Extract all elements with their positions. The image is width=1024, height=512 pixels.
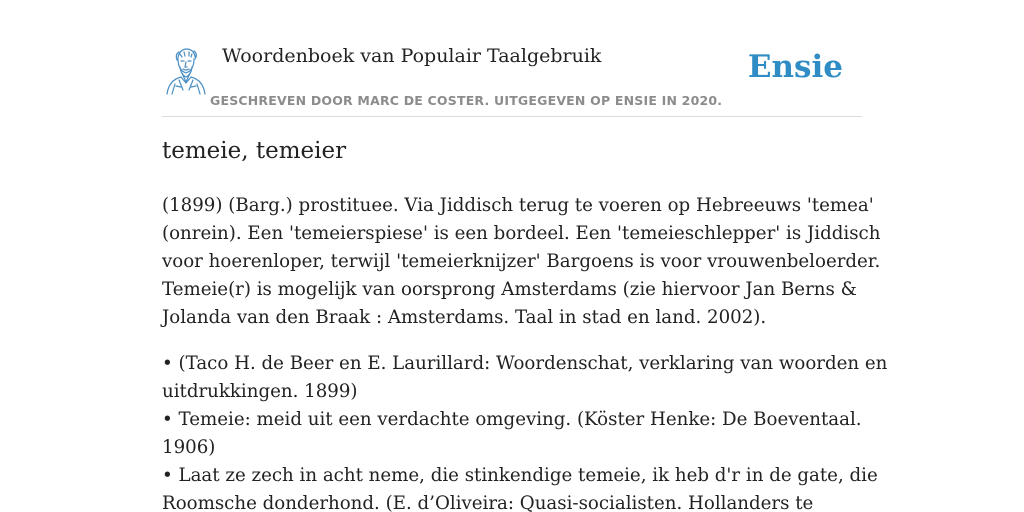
definition-line: voor hoerenloper, terwijl 'temeierknijzer' Bargoens is voor vrouwenbeloerder. bbox=[162, 251, 881, 272]
author-portrait-icon[interactable] bbox=[163, 46, 209, 96]
citation-line: • Temeie: meid uit een verdachte omgeving. (Köster Henke: De Boeventaal. bbox=[162, 409, 862, 430]
citation-line: • (Taco H. de Beer en E. Laurillard: Woordenschat, verklaring van woorden en bbox=[162, 353, 888, 374]
citations-list bbox=[162, 350, 888, 512]
citation-line: Roomsche donderhond. (E. d’Oliveira: Quasi-socialisten. Hollanders te bbox=[162, 493, 814, 512]
author-byline: GESCHREVEN DOOR MARC DE COSTER. UITGEGEVEN OP ENSIE IN 2020. bbox=[210, 93, 723, 108]
ensie-logo[interactable]: Ensie bbox=[747, 49, 843, 85]
definition-line: Jolanda van den Braak : Amsterdams. Taal in stad en land. 2002). bbox=[162, 307, 767, 328]
definition-paragraph bbox=[162, 192, 881, 332]
definition-line: (onrein). Een 'temeierspiese' is een bordeel. Een 'temeieschlepper' is Jiddisch bbox=[162, 223, 881, 244]
entry-title: temeie, temeier bbox=[162, 138, 347, 164]
dictionary-title[interactable]: Woordenboek van Populair Taalgebruik bbox=[222, 45, 602, 67]
definition-line: Temeie(r) is mogelijk van oorsprong Amsterdams (zie hiervoor Jan Berns & bbox=[162, 279, 857, 300]
definition-line: (1899) (Barg.) prostituee. Via Jiddisch terug te voeren op Hebreeuws 'temea' bbox=[162, 195, 874, 216]
citation-line: uitdrukkingen. 1899) bbox=[162, 381, 358, 402]
citation-line: 1906) bbox=[162, 437, 216, 458]
citation-line: • Laat ze zech in acht neme, die stinkendige temeie, ik heb d'r in de gate, die bbox=[162, 465, 878, 486]
site-header bbox=[162, 40, 862, 117]
entry-body bbox=[162, 192, 888, 512]
